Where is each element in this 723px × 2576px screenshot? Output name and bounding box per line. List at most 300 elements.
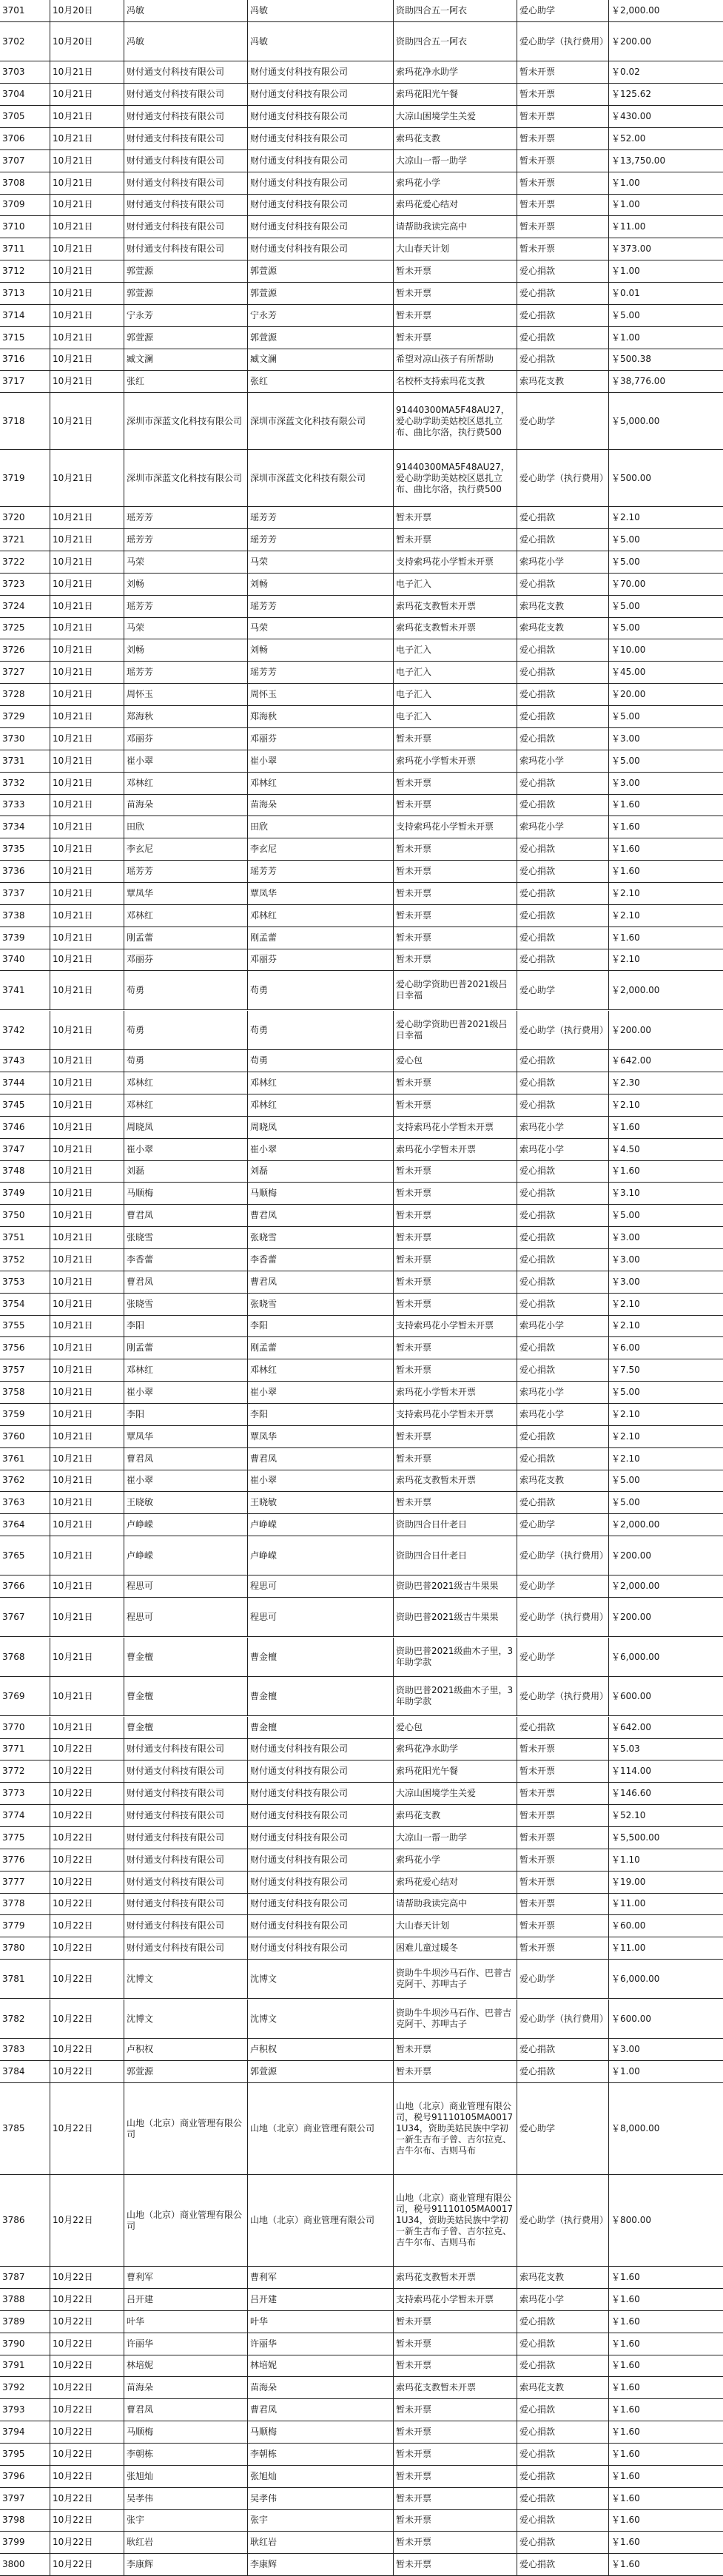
- row-payer: 马荣: [124, 551, 248, 573]
- row-number: 3717: [0, 371, 50, 392]
- row-payer: 曹君凤: [124, 1271, 248, 1293]
- table-row: [0, 728, 723, 750]
- row-number: 3761: [0, 1448, 50, 1470]
- row-number: 3708: [0, 172, 50, 194]
- row-number: 3723: [0, 574, 50, 595]
- row-date: 10月21日: [50, 393, 124, 449]
- row-payer: 曹君凤: [124, 1448, 248, 1470]
- row-number: 3722: [0, 551, 50, 573]
- row-project: 暂未开票: [517, 1872, 609, 1893]
- row-date: 10月21日: [50, 1359, 124, 1381]
- row-date: 10月21日: [50, 662, 124, 683]
- row-payer: 邓林红: [124, 1072, 248, 1094]
- row-summary: 暂未开票: [394, 927, 517, 949]
- row-recipient: 曹利军: [248, 2267, 394, 2288]
- row-number: 3736: [0, 861, 50, 882]
- row-date: 10月22日: [50, 2311, 124, 2333]
- row-payer: 张晓雪: [124, 1227, 248, 1248]
- row-number: 3730: [0, 728, 50, 750]
- row-project: 暂未开票: [517, 1783, 609, 1804]
- row-payer: 马顺梅: [124, 1183, 248, 1204]
- row-summary: 大山春天计划: [394, 238, 517, 260]
- row-project: 暂未开票: [517, 1805, 609, 1826]
- row-recipient: 财付通支付科技有限公司: [248, 1937, 394, 1959]
- row-number: 3719: [0, 450, 50, 506]
- row-date: 10月21日: [50, 883, 124, 904]
- row-summary: 爱心包: [394, 1050, 517, 1072]
- row-summary: 资助四合五一阿衣: [394, 0, 517, 21]
- row-summary: 索玛花阳光午餐: [394, 84, 517, 105]
- row-summary: 暂未开票: [394, 260, 517, 282]
- row-number: 3764: [0, 1514, 50, 1536]
- table-row: [0, 2061, 723, 2083]
- row-payer: 财付通支付科技有限公司: [124, 1937, 248, 1959]
- table-row: [0, 1638, 723, 1677]
- row-recipient: 郭萱源: [248, 260, 394, 282]
- row-payer: 冯敏: [124, 22, 248, 61]
- row-payer: 财付通支付科技有限公司: [124, 1738, 248, 1760]
- row-amount: ￥5,000.00: [611, 415, 660, 426]
- row-project: 爱心捐款: [517, 1094, 609, 1116]
- row-recipient: 程思可: [248, 1598, 394, 1636]
- row-project: 爱心助学（执行费用）: [517, 1598, 609, 1636]
- row-payer: 邓林红: [124, 905, 248, 927]
- row-summary: 暂未开票: [394, 305, 517, 326]
- row-date: 10月21日: [50, 1677, 124, 1715]
- row-amount: ￥600.00: [611, 2013, 651, 2024]
- row-recipient: 曹金檀: [248, 1638, 394, 1676]
- table-row: [0, 1598, 723, 1637]
- row-project: 爱心捐款: [517, 639, 609, 661]
- row-date: 10月21日: [50, 1183, 124, 1204]
- row-recipient: 邓丽芬: [248, 728, 394, 750]
- row-amount: ￥1.00: [611, 332, 640, 343]
- table-row: [0, 1404, 723, 1426]
- row-payer: 财付通支付科技有限公司: [124, 216, 248, 238]
- row-payer: 瑶芳芳: [124, 529, 248, 551]
- table-row: [0, 2488, 723, 2510]
- row-payer: 深圳市深蓝文化科技有限公司: [124, 450, 248, 506]
- row-number: 3752: [0, 1249, 50, 1271]
- row-date: 10月22日: [50, 2377, 124, 2398]
- row-payer: 卢积权: [124, 2039, 248, 2060]
- row-recipient: 张红: [248, 371, 394, 392]
- row-number: 3704: [0, 84, 50, 105]
- table-row: [0, 216, 723, 238]
- row-amount: ￥5.00: [611, 1210, 640, 1220]
- row-amount: ￥1.00: [611, 266, 640, 276]
- row-date: 10月22日: [50, 1937, 124, 1959]
- row-payer: 邓林红: [124, 773, 248, 794]
- row-payer: 李阳: [124, 1404, 248, 1425]
- row-project: 爱心捐款: [517, 2039, 609, 2060]
- row-date: 10月21日: [50, 1382, 124, 1403]
- row-project: 爱心捐款: [517, 684, 609, 705]
- table-row: [0, 750, 723, 773]
- table-row: [0, 2000, 723, 2039]
- row-payer: 苗海朵: [124, 2377, 248, 2398]
- row-amount: ￥1.60: [611, 2559, 640, 2569]
- row-number: 3742: [0, 1011, 50, 1049]
- row-summary: 暂未开票: [394, 2488, 517, 2509]
- row-project: 索玛花支教: [517, 2377, 609, 2398]
- row-recipient: 曹君凤: [248, 1448, 394, 1470]
- row-date: 10月21日: [50, 106, 124, 127]
- row-summary: 大凉山一帮一助学: [394, 1827, 517, 1849]
- row-recipient: 田欣: [248, 816, 394, 838]
- row-amount: ￥0.01: [611, 288, 640, 298]
- row-summary: 支持索玛花小学暂未开票: [394, 816, 517, 838]
- row-number: 3769: [0, 1677, 50, 1715]
- table-row: [0, 0, 723, 22]
- row-summary: 索玛花小学暂未开票: [394, 1382, 517, 1403]
- row-summary: 暂未开票: [394, 507, 517, 528]
- row-recipient: 林培妮: [248, 2355, 394, 2376]
- row-summary: 资助牛牛坝沙马石作、巴普吉克阿干、苏呷古子: [394, 2000, 517, 2038]
- row-recipient: 曹君凤: [248, 1205, 394, 1226]
- row-summary: 暂未开票: [394, 1426, 517, 1447]
- row-amount: ￥146.60: [611, 1788, 651, 1798]
- row-summary: 资助四合日什老日: [394, 1514, 517, 1536]
- row-summary: 大山春天计划: [394, 1915, 517, 1937]
- table-row: [0, 260, 723, 283]
- row-project: 爱心捐款: [517, 1717, 609, 1738]
- row-payer: 程思可: [124, 1575, 248, 1597]
- row-amount: ￥6,000.00: [611, 1973, 660, 1984]
- row-date: 10月21日: [50, 283, 124, 304]
- table-row: [0, 1271, 723, 1294]
- row-amount: ￥114.00: [611, 1766, 651, 1776]
- table-row: [0, 84, 723, 106]
- row-summary: 索玛花支教暂未开票: [394, 2377, 517, 2398]
- table-row: [0, 2554, 723, 2576]
- row-summary: 电子汇入: [394, 574, 517, 595]
- row-payer: 刘畅: [124, 639, 248, 661]
- row-summary: 索玛花支教暂未开票: [394, 1470, 517, 1491]
- row-date: 10月21日: [50, 838, 124, 860]
- row-payer: 刘畅: [124, 574, 248, 595]
- row-recipient: 邓林红: [248, 1072, 394, 1094]
- row-amount: ￥5.00: [611, 310, 640, 320]
- row-payer: 山地（北京）商业管理有限公司: [124, 2175, 248, 2266]
- row-recipient: 马荣: [248, 617, 394, 639]
- table-row: [0, 1183, 723, 1205]
- row-amount: ￥642.00: [611, 1722, 651, 1732]
- row-project: 暂未开票: [517, 1849, 609, 1871]
- row-number: 3777: [0, 1872, 50, 1893]
- row-date: 10月21日: [50, 596, 124, 617]
- row-payer: 财付通支付科技有限公司: [124, 1761, 248, 1782]
- row-recipient: 苗海朵: [248, 794, 394, 815]
- row-number: 3749: [0, 1183, 50, 1204]
- row-date: 10月22日: [50, 1738, 124, 1760]
- row-date: 10月21日: [50, 1011, 124, 1049]
- row-recipient: 邓林红: [248, 773, 394, 794]
- row-amount: ￥2,000.00: [611, 1581, 660, 1591]
- table-row: [0, 574, 723, 596]
- row-recipient: 刚孟蕾: [248, 927, 394, 949]
- table-row: [0, 838, 723, 861]
- row-amount: ￥1.00: [611, 199, 640, 209]
- row-project: 暂未开票: [517, 1738, 609, 1760]
- row-recipient: 财付通支付科技有限公司: [248, 84, 394, 105]
- row-date: 10月21日: [50, 1638, 124, 1676]
- row-summary: 支持索玛花小学暂未开票: [394, 2289, 517, 2310]
- row-summary: 暂未开票: [394, 728, 517, 750]
- row-recipient: 曹金檀: [248, 1677, 394, 1715]
- row-date: 10月21日: [50, 305, 124, 326]
- table-row: [0, 706, 723, 728]
- row-recipient: 刚孟蕾: [248, 1337, 394, 1359]
- row-date: 10月21日: [50, 238, 124, 260]
- row-number: 3782: [0, 2000, 50, 2038]
- row-number: 3745: [0, 1094, 50, 1116]
- row-recipient: 叶华: [248, 2311, 394, 2333]
- row-number: 3727: [0, 662, 50, 683]
- row-recipient: 财付通支付科技有限公司: [248, 1805, 394, 1826]
- row-date: 10月22日: [50, 1872, 124, 1893]
- row-number: 3732: [0, 773, 50, 794]
- row-amount: ￥1.60: [611, 2360, 640, 2370]
- row-date: 10月21日: [50, 1160, 124, 1182]
- table-row: [0, 927, 723, 949]
- row-project: 暂未开票: [517, 1915, 609, 1937]
- row-payer: 沈博文: [124, 1960, 248, 1998]
- row-project: 索玛花小学: [517, 1315, 609, 1336]
- row-summary: 索玛花支教暂未开票: [394, 2267, 517, 2288]
- row-project: 爱心捐款: [517, 838, 609, 860]
- row-amount: ￥200.00: [611, 36, 651, 47]
- row-summary: 暂未开票: [394, 861, 517, 882]
- row-summary: 暂未开票: [394, 1492, 517, 1513]
- row-payer: 曹金檀: [124, 1677, 248, 1715]
- row-summary: 暂未开票: [394, 1294, 517, 1315]
- row-payer: 瑶芳芳: [124, 507, 248, 528]
- row-number: 3711: [0, 238, 50, 260]
- row-project: 爱心助学（执行费用）: [517, 1536, 609, 1575]
- row-amount: ￥1.60: [611, 2449, 640, 2459]
- table-row: [0, 349, 723, 371]
- row-date: 10月21日: [50, 861, 124, 882]
- row-payer: 许丽华: [124, 2333, 248, 2355]
- row-summary: 支持索玛花小学暂未开票: [394, 1315, 517, 1336]
- table-row: [0, 883, 723, 905]
- row-recipient: 卢峥嵘: [248, 1536, 394, 1575]
- row-project: 索玛花支教: [517, 617, 609, 639]
- row-date: 10月21日: [50, 1227, 124, 1248]
- row-amount: ￥2.10: [611, 1100, 640, 1110]
- row-number: 3733: [0, 794, 50, 815]
- row-number: 3785: [0, 2083, 50, 2174]
- table-row: [0, 1205, 723, 1227]
- row-recipient: 瑶芳芳: [248, 529, 394, 551]
- row-amount: ￥1.60: [611, 1166, 640, 1176]
- row-number: 3766: [0, 1575, 50, 1597]
- row-number: 3765: [0, 1536, 50, 1575]
- row-recipient: 财付通支付科技有限公司: [248, 1893, 394, 1914]
- table-row: [0, 1514, 723, 1536]
- table-row: [0, 2444, 723, 2466]
- row-amount: ￥1.00: [611, 2066, 640, 2076]
- row-summary: 暂未开票: [394, 2532, 517, 2553]
- row-payer: 深圳市深蓝文化科技有限公司: [124, 393, 248, 449]
- row-amount: ￥38,776.00: [611, 376, 666, 386]
- table-row: [0, 1915, 723, 1937]
- row-amount: ￥3.10: [611, 1188, 640, 1198]
- row-project: 暂未开票: [517, 1761, 609, 1782]
- table-row: [0, 861, 723, 883]
- row-number: 3743: [0, 1050, 50, 1072]
- row-date: 10月21日: [50, 816, 124, 838]
- table-row: [0, 1872, 723, 1894]
- row-recipient: 崔小翠: [248, 1139, 394, 1160]
- row-number: 3776: [0, 1849, 50, 1871]
- table-row: [0, 1677, 723, 1716]
- row-payer: 财付通支付科技有限公司: [124, 1783, 248, 1804]
- table-row: [0, 61, 723, 84]
- row-project: 爱心捐款: [517, 260, 609, 282]
- row-number: 3771: [0, 1738, 50, 1760]
- row-amount: ￥1.60: [611, 2294, 640, 2304]
- table-row: [0, 1575, 723, 1598]
- row-amount: ￥5.00: [611, 756, 640, 766]
- row-number: 3783: [0, 2039, 50, 2060]
- row-summary: 暂未开票: [394, 1359, 517, 1381]
- row-project: 索玛花小学: [517, 1404, 609, 1425]
- row-payer: 财付通支付科技有限公司: [124, 84, 248, 105]
- row-date: 10月21日: [50, 750, 124, 772]
- row-project: 爱心捐款: [517, 1448, 609, 1470]
- table-row: [0, 371, 723, 393]
- row-number: 3789: [0, 2311, 50, 2333]
- row-summary: 名校杯支持索玛花支教: [394, 371, 517, 392]
- row-payer: 叶华: [124, 2311, 248, 2333]
- table-row: [0, 551, 723, 574]
- row-recipient: 臧文澜: [248, 349, 394, 370]
- row-summary: 索玛花净水助学: [394, 1738, 517, 1760]
- row-project: 爱心助学: [517, 1638, 609, 1676]
- row-date: 10月22日: [50, 2267, 124, 2288]
- row-number: 3728: [0, 684, 50, 705]
- row-amount: ￥2.10: [611, 1299, 640, 1309]
- row-summary: 暂未开票: [394, 2554, 517, 2575]
- row-date: 10月21日: [50, 529, 124, 551]
- row-summary: 爱心包: [394, 1717, 517, 1738]
- row-payer: 财付通支付科技有限公司: [124, 128, 248, 149]
- row-summary: 大凉山困境学生关爱: [394, 106, 517, 127]
- row-date: 10月21日: [50, 551, 124, 573]
- row-amount: ￥2.10: [611, 954, 640, 964]
- row-date: 10月21日: [50, 1094, 124, 1116]
- table-row: [0, 2466, 723, 2488]
- row-date: 10月21日: [50, 1404, 124, 1425]
- table-row: [0, 2399, 723, 2421]
- row-payer: 财付通支付科技有限公司: [124, 106, 248, 127]
- row-date: 10月22日: [50, 2175, 124, 2266]
- row-recipient: 崔小翠: [248, 1382, 394, 1403]
- table-row: [0, 1783, 723, 1805]
- row-project: 爱心助学: [517, 971, 609, 1009]
- row-date: 10月21日: [50, 1598, 124, 1636]
- row-date: 10月21日: [50, 1315, 124, 1336]
- row-number: 3796: [0, 2466, 50, 2487]
- row-payer: 财付通支付科技有限公司: [124, 1805, 248, 1826]
- row-recipient: 财付通支付科技有限公司: [248, 1783, 394, 1804]
- row-date: 10月21日: [50, 1139, 124, 1160]
- row-number: 3715: [0, 327, 50, 349]
- row-summary: 支持索玛花小学暂未开票: [394, 1117, 517, 1138]
- row-date: 10月21日: [50, 1271, 124, 1293]
- row-recipient: 冯敏: [248, 0, 394, 21]
- row-summary: 索玛花支教: [394, 128, 517, 149]
- table-row: [0, 1426, 723, 1448]
- row-number: 3786: [0, 2175, 50, 2266]
- row-project: 爱心助学: [517, 1960, 609, 1998]
- row-date: 10月22日: [50, 1761, 124, 1782]
- row-payer: 刚孟蕾: [124, 927, 248, 949]
- table-row: [0, 1382, 723, 1404]
- row-recipient: 马顺梅: [248, 2421, 394, 2443]
- row-number: 3731: [0, 750, 50, 772]
- row-date: 10月22日: [50, 1805, 124, 1826]
- row-payer: 林培妮: [124, 2355, 248, 2376]
- row-number: 3748: [0, 1160, 50, 1182]
- row-number: 3747: [0, 1139, 50, 1160]
- row-payer: 苟勇: [124, 1011, 248, 1049]
- row-payer: 财付通支付科技有限公司: [124, 1872, 248, 1893]
- row-amount: ￥1.60: [611, 2471, 640, 2481]
- row-payer: 曹利军: [124, 2267, 248, 2288]
- row-recipient: 冯敏: [248, 22, 394, 61]
- row-number: 3755: [0, 1315, 50, 1336]
- row-amount: ￥2,000.00: [611, 984, 660, 995]
- row-recipient: 李康辉: [248, 2554, 394, 2575]
- row-number: 3726: [0, 639, 50, 661]
- row-recipient: 邓林红: [248, 1094, 394, 1116]
- row-project: 爱心捐款: [517, 1337, 609, 1359]
- row-amount: ￥430.00: [611, 111, 651, 121]
- row-amount: ￥5.00: [611, 622, 640, 633]
- row-payer: 沈博文: [124, 2000, 248, 2038]
- row-recipient: 李玄尼: [248, 838, 394, 860]
- row-number: 3712: [0, 260, 50, 282]
- row-payer: 邓林红: [124, 1094, 248, 1116]
- row-project: 暂未开票: [517, 150, 609, 172]
- row-date: 10月22日: [50, 2289, 124, 2310]
- row-date: 10月21日: [50, 507, 124, 528]
- row-amount: ￥125.62: [611, 89, 651, 99]
- row-payer: 王晓敏: [124, 1492, 248, 1513]
- table-row: [0, 971, 723, 1010]
- table-row: [0, 2311, 723, 2333]
- row-payer: 瑶芳芳: [124, 596, 248, 617]
- row-amount: ￥2,000.00: [611, 1519, 660, 1530]
- row-amount: ￥1.60: [611, 2272, 640, 2282]
- row-payer: 卢峥嵘: [124, 1536, 248, 1575]
- row-number: 3760: [0, 1426, 50, 1447]
- row-date: 10月22日: [50, 2083, 124, 2174]
- table-row: [0, 22, 723, 61]
- row-recipient: 苟勇: [248, 1011, 394, 1049]
- row-project: 爱心捐款: [517, 2532, 609, 2553]
- row-number: 3756: [0, 1337, 50, 1359]
- row-summary: 爱心助学资助巴普2021级吕日幸福: [394, 1011, 517, 1049]
- row-recipient: 程思可: [248, 1575, 394, 1597]
- row-amount: ￥200.00: [611, 1611, 651, 1622]
- row-date: 10月21日: [50, 128, 124, 149]
- row-amount: ￥5.00: [611, 601, 640, 611]
- row-recipient: 财付通支付科技有限公司: [248, 1915, 394, 1937]
